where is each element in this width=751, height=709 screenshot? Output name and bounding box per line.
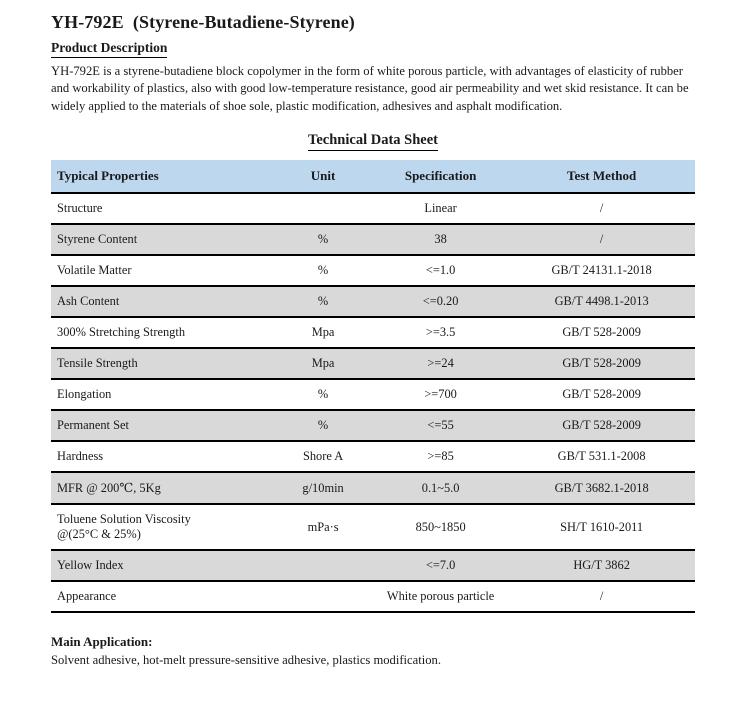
product-description-body: YH-792E is a styrene-butadiene block copolymer in the form of white porous particle, with advantages of elasticity of rubber and workability of plastics, also with good low-temperature resistance, good air permeability and wet skid resistance. It can be widely applied to the materials of shoe sole, plastic modification, adhesives and asphalt modification. bbox=[51, 64, 689, 113]
specification-cell: <=7.0 bbox=[373, 550, 508, 581]
property-cell: Toluene Solution Viscosity bbox=[57, 512, 191, 527]
main-application-body: Solvent adhesive, hot-melt pressure-sensitive adhesive, plastics modification. bbox=[51, 653, 441, 668]
property-cell: Elongation bbox=[57, 387, 112, 402]
property-cell: Ash Content bbox=[57, 294, 120, 309]
unit-cell bbox=[273, 581, 373, 612]
specification-cell: >=85 bbox=[373, 441, 508, 472]
specification-cell: <=55 bbox=[373, 410, 508, 441]
test-method-cell: SH/T 1610-2011 bbox=[508, 504, 695, 550]
technical-data-sheet-heading: Technical Data Sheet bbox=[308, 132, 438, 151]
column-header-typical-properties: Typical Properties bbox=[51, 160, 273, 193]
specification-cell: >=24 bbox=[373, 348, 508, 379]
table-row bbox=[51, 379, 695, 410]
main-application-heading: Main Application: bbox=[51, 634, 153, 650]
main-application-section bbox=[51, 634, 695, 668]
table-row bbox=[51, 348, 695, 379]
product-description-heading: Product Description bbox=[51, 40, 167, 58]
test-method-cell: GB/T 528-2009 bbox=[508, 317, 695, 348]
property-cell-line2: @(25°C & 25%) bbox=[57, 527, 141, 542]
table-header-row bbox=[51, 160, 695, 193]
specification-cell: <=1.0 bbox=[373, 255, 508, 286]
specification-cell: <=0.20 bbox=[373, 286, 508, 317]
table-row bbox=[51, 581, 695, 612]
test-method-cell: GB/T 4498.1-2013 bbox=[508, 286, 695, 317]
property-cell: 300% Stretching Strength bbox=[57, 325, 186, 340]
table-row bbox=[51, 317, 695, 348]
table-row bbox=[51, 441, 695, 472]
test-method-cell: GB/T 531.1-2008 bbox=[508, 441, 695, 472]
table-row bbox=[51, 193, 695, 224]
table-header bbox=[51, 160, 695, 193]
unit-cell: Mpa bbox=[273, 317, 373, 348]
table-row bbox=[51, 286, 695, 317]
column-header-test-method: Test Method bbox=[508, 160, 695, 193]
property-cell: Tensile Strength bbox=[57, 356, 138, 371]
test-method-cell: GB/T 528-2009 bbox=[508, 410, 695, 441]
table-row bbox=[51, 255, 695, 286]
test-method-cell: GB/T 528-2009 bbox=[508, 379, 695, 410]
unit-cell: % bbox=[273, 224, 373, 255]
specification-cell: >=700 bbox=[373, 379, 508, 410]
table-row bbox=[51, 224, 695, 255]
unit-cell: % bbox=[273, 410, 373, 441]
test-method-cell: / bbox=[508, 193, 695, 224]
table-row bbox=[51, 504, 695, 550]
unit-cell: % bbox=[273, 379, 373, 410]
property-cell: Structure bbox=[57, 201, 103, 216]
property-cell: Yellow Index bbox=[57, 558, 124, 573]
property-cell: Permanent Set bbox=[57, 418, 129, 433]
test-method-cell: / bbox=[508, 224, 695, 255]
page-title: YH-792E (Styrene-Butadiene-Styrene) bbox=[51, 12, 355, 32]
property-cell: MFR @ 200℃, 5Kg bbox=[57, 481, 161, 496]
test-method-cell: / bbox=[508, 581, 695, 612]
unit-cell: mPa·s bbox=[273, 504, 373, 550]
product-description-section bbox=[51, 39, 695, 115]
table-row bbox=[51, 410, 695, 441]
specification-cell: White porous particle bbox=[373, 581, 508, 612]
unit-cell: g/10min bbox=[273, 472, 373, 504]
unit-cell: % bbox=[273, 255, 373, 286]
test-method-cell: HG/T 3862 bbox=[508, 550, 695, 581]
unit-cell bbox=[273, 550, 373, 581]
unit-cell: % bbox=[273, 286, 373, 317]
property-cell: Appearance bbox=[57, 589, 117, 604]
table-row bbox=[51, 472, 695, 504]
technical-data-sheet-heading-wrap bbox=[51, 131, 695, 151]
specification-cell: 850~1850 bbox=[373, 504, 508, 550]
unit-cell: Shore A bbox=[273, 441, 373, 472]
property-cell: Styrene Content bbox=[57, 232, 138, 247]
specification-cell: >=3.5 bbox=[373, 317, 508, 348]
table-row bbox=[51, 550, 695, 581]
specification-cell: Linear bbox=[373, 193, 508, 224]
column-header-specification: Specification bbox=[373, 160, 508, 193]
unit-cell: Mpa bbox=[273, 348, 373, 379]
test-method-cell: GB/T 3682.1-2018 bbox=[508, 472, 695, 504]
property-cell: Volatile Matter bbox=[57, 263, 132, 278]
property-cell: Hardness bbox=[57, 449, 104, 464]
specification-cell: 0.1~5.0 bbox=[373, 472, 508, 504]
test-method-cell: GB/T 24131.1-2018 bbox=[508, 255, 695, 286]
test-method-cell: GB/T 528-2009 bbox=[508, 348, 695, 379]
specification-cell: 38 bbox=[373, 224, 508, 255]
unit-cell bbox=[273, 193, 373, 224]
technical-data-table bbox=[51, 160, 695, 613]
column-header-unit: Unit bbox=[273, 160, 373, 193]
